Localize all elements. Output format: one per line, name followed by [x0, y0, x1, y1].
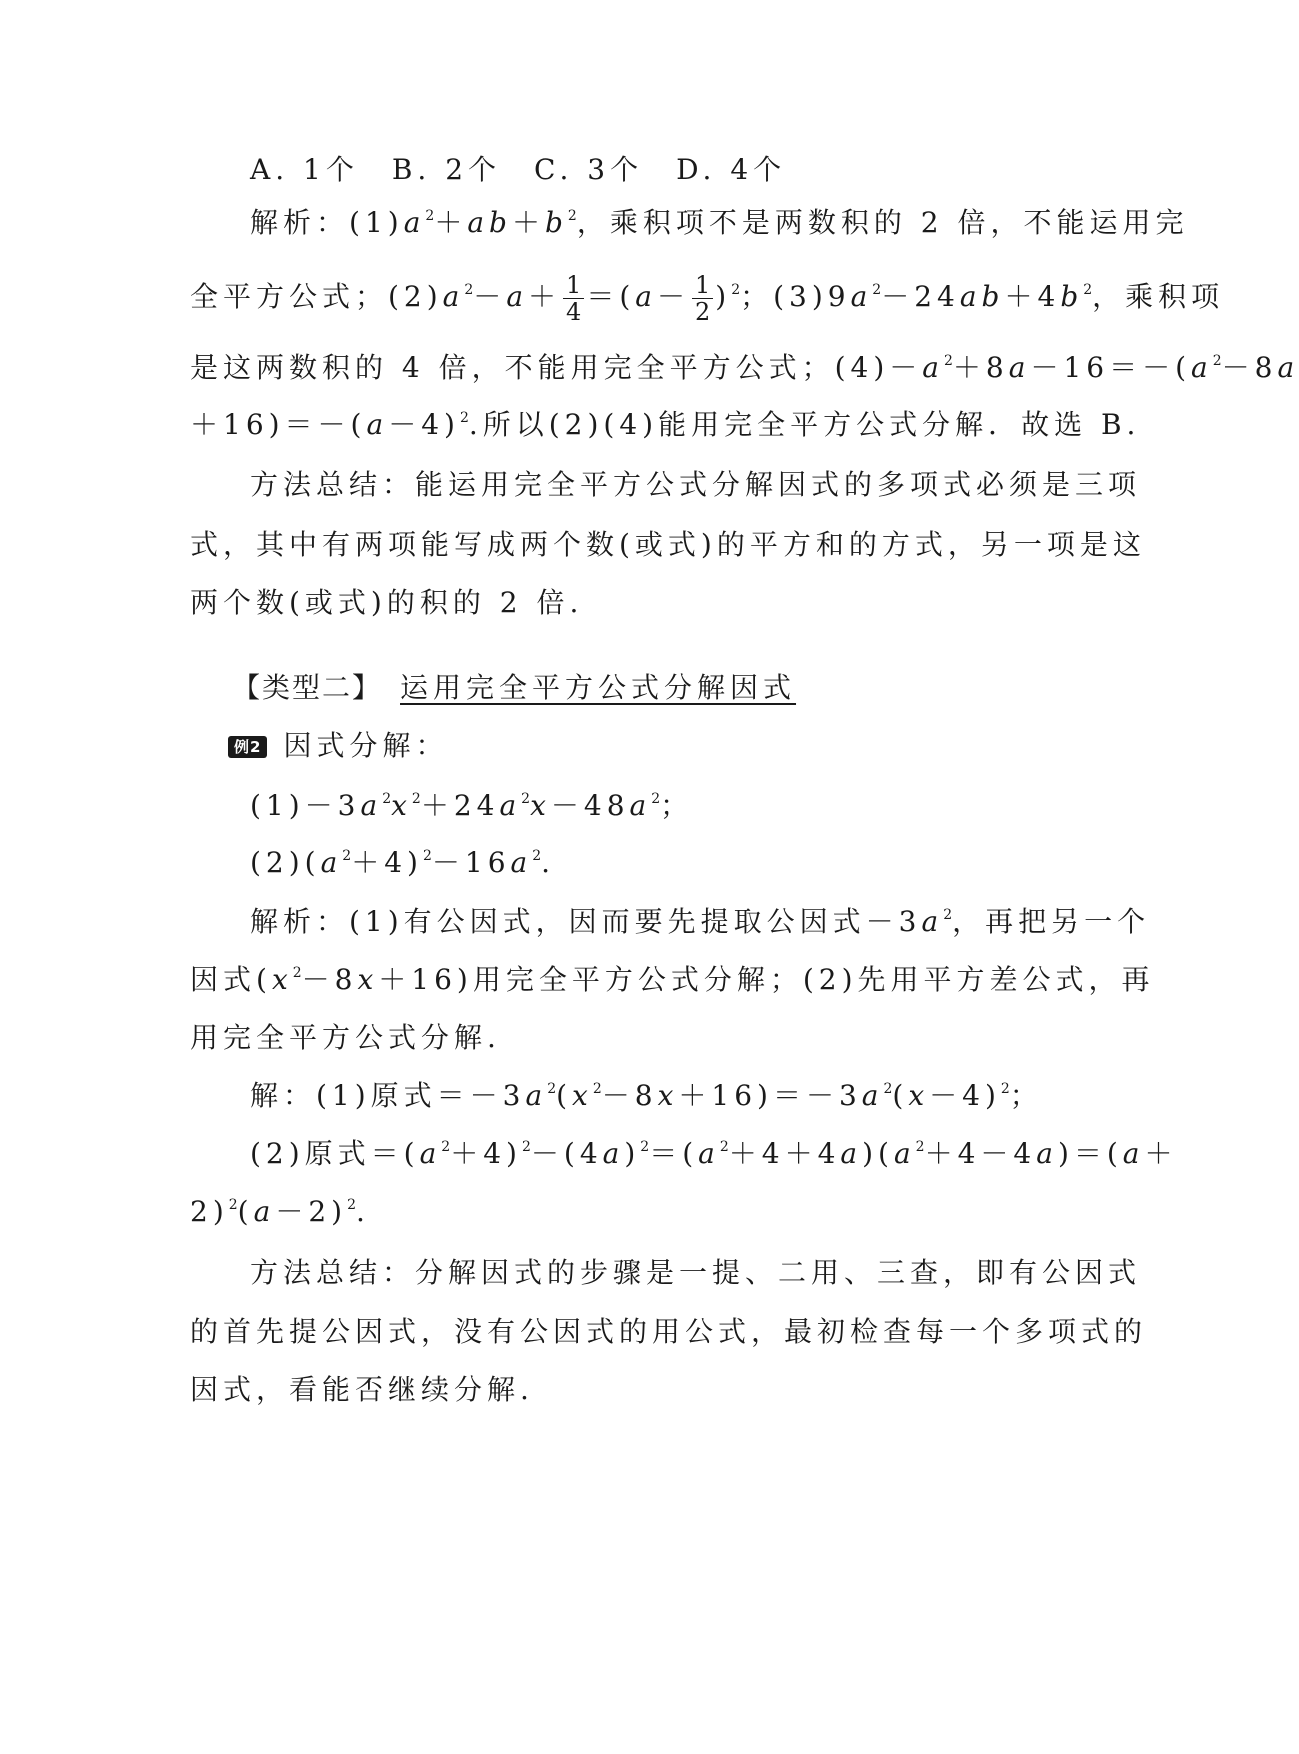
problem-1: $(1)-3a^2x^2+24a^2x-48a^2$； — [250, 789, 694, 822]
fraction-one-quarter: $\frac{1}{4}$ — [563, 272, 584, 325]
problem-2: $(2)(a^2+4)^2-16a^2$. — [250, 846, 556, 879]
section-topic: 运用完全平方公式分解因式 — [400, 671, 797, 704]
method-summary-1-line-2: 式，其中有两项能写成两个数(或式)的平方和的方式，另一项是这 — [190, 528, 1146, 561]
solution-line-3: $2)^2(a-2)^2$. — [190, 1195, 370, 1228]
analysis-line-3: 是这两数积的 4 倍，不能用完全平方公式；$(4)-a^2+8a-16=-(a^2-8a$ — [190, 351, 1299, 384]
section-heading — [232, 668, 1092, 708]
section-type-label: 【类型二】 — [232, 671, 383, 704]
analysis-label: 解析： — [250, 206, 350, 239]
solution-line-2: (2)原式$=(a^2+4)^2-(4a)^2=(a^2+4+4a)(a^2+4-4a)=(a+$ — [250, 1137, 1178, 1170]
analysis-line-4: $+16)=-(a-4)^2$.所以(2)(4)能用完全平方公式分解．故选 B. — [190, 408, 1141, 441]
fraction-one-half: $\frac{1}{2}$ — [692, 272, 713, 325]
example-line: 例2 因式分解： — [228, 726, 1048, 766]
analysis-line-1: 解析：$(1)a^2+ab+b^2$，乘积项不是两数积的 2 倍，不能运用完 — [250, 206, 1189, 239]
analysis-2-line-1: 解析：(1)有公因式，因而要先提取公因式$-3a^2$，再把另一个 — [250, 905, 1151, 938]
method-summary-2-line-3: 因式，看能否继续分解. — [190, 1373, 534, 1406]
solution-line-1: 解：(1)原式$=-3a^2(x^2-8x+16)=-3a^2(x-4)^2$； — [250, 1079, 1043, 1112]
analysis-2-line-3: 用完全平方公式分解. — [190, 1021, 501, 1054]
method-summary-2-line-2: 的首先提公因式，没有公因式的用公式，最初检查每一个多项式的 — [190, 1315, 1148, 1348]
example-badge: 例2 — [228, 736, 267, 758]
method-summary-1-line-3: 两个数(或式)的积的 2 倍. — [190, 586, 584, 619]
answer-choices: A. 1个 B. 2个 C. 3个 D. 4个 — [250, 153, 787, 186]
method-summary-1-line-1: 方法总结：能运用完全平方公式分解因式的多项式必须是三项 — [250, 468, 1142, 501]
analysis-2-line-2: 因式$(x^2-8x+16)$用完全平方公式分解；(2)先用平方差公式，再 — [190, 963, 1155, 996]
method-summary-2-line-1: 方法总结：分解因式的步骤是一提、二用、三查，即有公因式 — [250, 1256, 1142, 1289]
analysis-line-2: 全平方公式；$(2)a^2-a+$ $\frac{1}{4}$ ＝(a－ $\frac{1}{2}$ )$^2$；$(3)9a^2-24ab+4b^2$，乘积项 — [190, 271, 1225, 326]
